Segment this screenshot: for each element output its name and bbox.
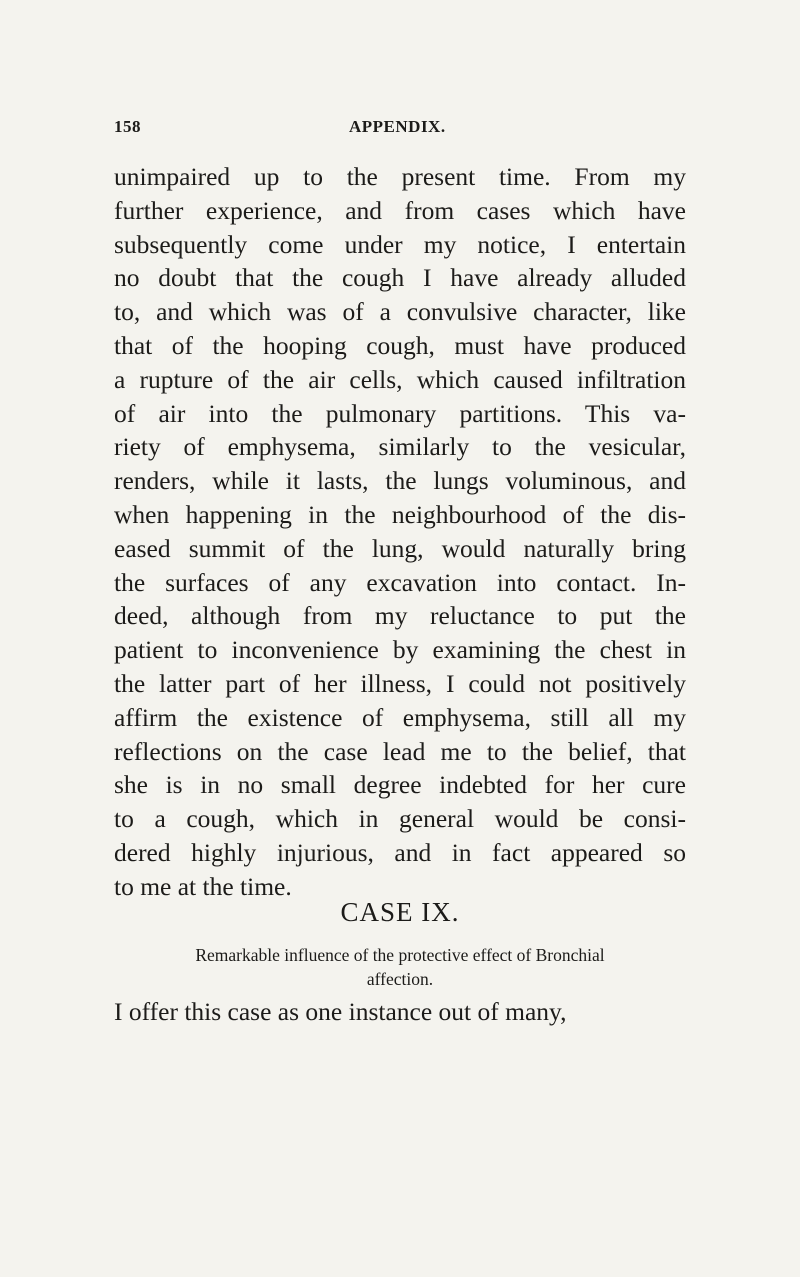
text-line: further experience, and from cases which have [114, 195, 686, 225]
text-line: subsequently come under my notice, I entertain [114, 229, 686, 259]
text-line: the latter part of her illness, I could not positively [114, 668, 686, 698]
case-subtitle-line: Remarkable influence of the protective effect of Bronchial [195, 945, 605, 965]
text-line: she is in no small degree indebted for her cure [114, 770, 686, 800]
text-line: affirm the existence of emphysema, still all my [114, 702, 686, 732]
body-paragraph [114, 160, 686, 904]
text-line: to me at the time. [114, 871, 292, 901]
text-line: of air into the pulmonary partitions. This va- [114, 398, 686, 428]
text-line: to, and which was of a convulsive character, like [114, 297, 686, 327]
text-line: that of the hooping cough, must have produced [114, 330, 686, 360]
text-line: deed, although from my reluctance to put the [114, 601, 686, 631]
text-line: unimpaired up to the present time. From my [114, 162, 686, 191]
page-number: 158 [114, 117, 141, 136]
case-heading: CASE IX. [340, 897, 460, 927]
text-line: the surfaces of any excavation into contact. In- [114, 567, 686, 597]
text-line: no doubt that the cough I have already alluded [114, 263, 686, 293]
text-line: to a cough, which in general would be consi- [114, 804, 686, 834]
running-title: APPENDIX. [349, 117, 446, 136]
text-line: reflections on the case lead me to the belief, that [114, 736, 686, 766]
text-line: renders, while it lasts, the lungs voluminous, and [114, 466, 686, 496]
text-line: eased summit of the lung, would naturally bring [114, 533, 686, 563]
case-subtitle [114, 943, 686, 991]
running-head [114, 117, 686, 139]
text-line: dered highly injurious, and in fact appeared so [114, 837, 686, 867]
case-subtitle-line: affection. [366, 969, 434, 989]
text-line: riety of emphysema, similarly to the vesicular, [114, 432, 686, 462]
case-first-line: I offer this case as one instance out of many, [114, 997, 567, 1026]
text-line: when happening in the neighbourhood of the dis- [114, 499, 686, 529]
text-line: a rupture of the air cells, which caused infiltration [114, 364, 686, 394]
text-line: patient to inconvenience by examining the chest in [114, 635, 686, 665]
